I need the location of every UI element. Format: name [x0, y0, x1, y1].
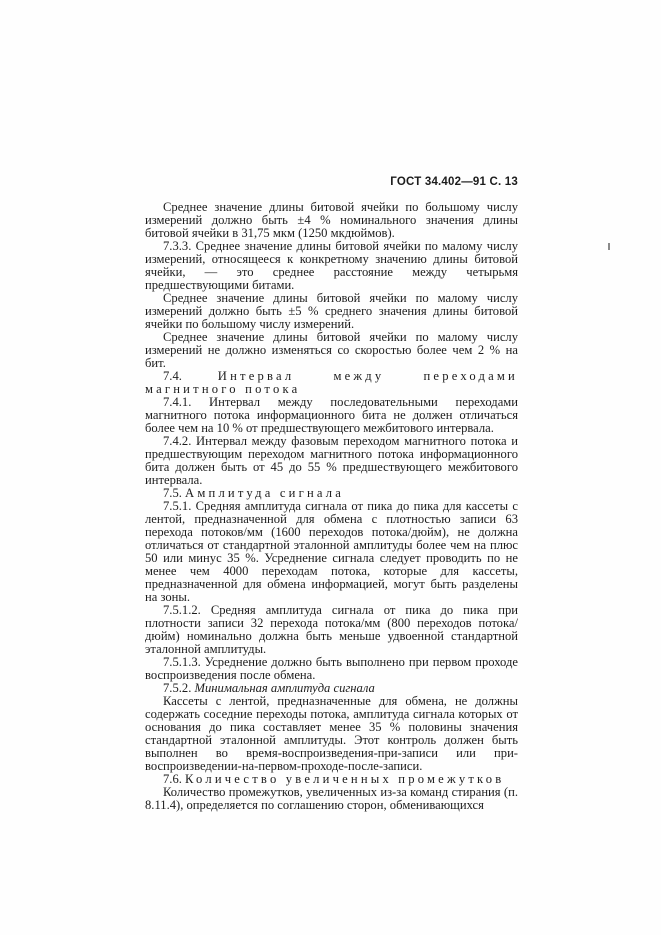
paragraph: Количество промежутков, увеличенных из-за команд стирания (п. 8.11.4), определяется по соглашению сторон, обменивающихся	[145, 785, 518, 812]
section-title: Минимальная амплитуда сигнала	[194, 681, 375, 695]
paragraph: 7.5.1.2. Средняя амплитуда сигнала от пика до пика при плотности записи 32 перехода потока/мм (800 переходов потока/дюйм) номинально должна быть меньше удвоенной стандартной эталонной амплитуды.	[145, 603, 518, 656]
paragraph: 7.4.2. Интервал между фазовым переходом магнитного потока и предшествующим переходом магнитного потока информационного бита должен быть от 45 до 55 % предшествующего межбитового интервала.	[145, 434, 518, 487]
section-title: Амплитуда сигнала	[185, 486, 345, 500]
paragraph: 7.5.1.3. Усреднение должно быть выполнено при первом проходе воспроизведения после обмена.	[145, 655, 518, 682]
margin-mark	[608, 243, 610, 250]
paragraph: Среднее значение длины битовой ячейки по большому числу измерений должно быть ±4 % номинального значения длины битовой ячейки в 31,75 мкм (1250 мкдюймов).	[145, 200, 518, 240]
paragraph: Среднее значение длины битовой ячейки по малому числу измерений должно быть ±5 % среднего значения длины битовой ячейки по большому числу измерений.	[145, 291, 518, 331]
paragraph: Среднее значение длины битовой ячейки по малому числу измерений не должно изменяться со скоростью более чем 2 % на бит.	[145, 330, 518, 370]
page-header: ГОСТ 34.402—91 С. 13	[390, 176, 518, 188]
section-number: 7.5.2.	[163, 681, 192, 695]
paragraph: 7.4.1. Интервал между последовательными переходами магнитного потока информационного бита не должен отличаться более чем на 10 % от предшествующего межбитового интервала.	[145, 395, 518, 435]
section-number: 7.4.	[163, 369, 182, 383]
section-title: Количество увеличенных промежутков	[185, 772, 505, 786]
paragraph: 7.5.1. Средняя амплитуда сигнала от пика до пика для кассеты с лентой, предназначенной для обмена с плотностью записи 63 перехода потоков/мм (1600 переходов потока/дюйм), не должна отличаться от стандартной эталонной амплитуды более чем на плюс 50 или минус 35 %. Усреднение сигнала следует проводить по не менее чем 4000 переходам потока, которые для кассеты, предназначенной для обмена информацией, могут быть разделены на зоны.	[145, 499, 518, 604]
paragraph: Кассеты с лентой, предназначенные для обмена, не должны содержать соседние переходы потока, амплитуда сигнала которых от основания до пика составляет менее 35 % половины значения стандартной эталонной амплитуды. Этот контроль должен быть выполнен во время-воспроизведения-при-записи или при-воспроизведении-на-первом-проходе-после-записи.	[145, 694, 518, 773]
document-body	[145, 201, 518, 812]
section-number: 7.5.	[163, 486, 182, 500]
section-number: 7.6.	[163, 772, 182, 786]
section-heading-7-4	[145, 370, 518, 396]
section-title: Интервал между переходами магнитного потока	[145, 369, 518, 396]
paragraph: 7.3.3. Среднее значение длины битовой ячейки по малому числу измерений, относящееся к конкретному значению длины битовой ячейки, — это среднее расстояние между четырьмя предшествующими битами.	[145, 239, 518, 292]
